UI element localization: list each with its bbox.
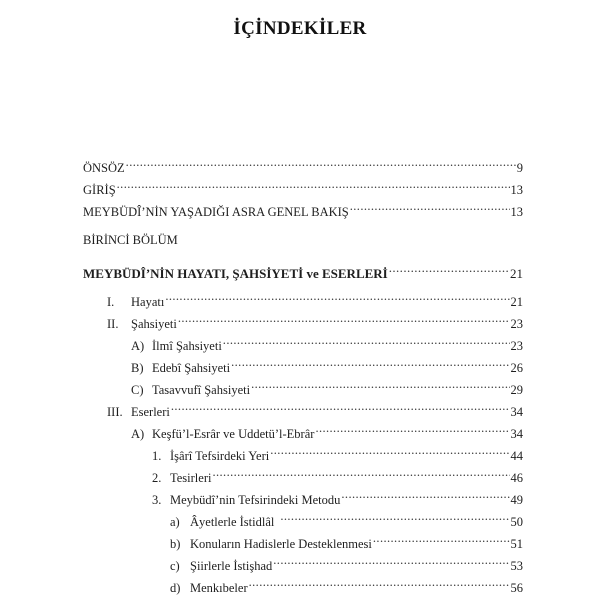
toc-entry-number: d) xyxy=(170,581,181,595)
toc-entry-page: 9 xyxy=(516,161,523,175)
toc-entry[interactable] xyxy=(107,286,523,309)
toc-entry[interactable] xyxy=(107,396,523,419)
toc-entry-number: II. xyxy=(107,317,119,331)
toc-entry-page: 26 xyxy=(510,361,523,375)
toc-entry[interactable] xyxy=(131,352,523,375)
toc-entry-asra-genel-bakis[interactable] xyxy=(83,196,523,219)
leader-dots xyxy=(341,484,509,504)
toc-entry-number: III. xyxy=(107,405,123,419)
leader-dots xyxy=(178,308,510,328)
toc-entry-number: C) xyxy=(131,383,144,397)
toc-entry[interactable] xyxy=(152,462,523,485)
toc-entry-number: a) xyxy=(170,515,180,529)
toc-entry-page: 50 xyxy=(510,515,523,529)
toc-entry[interactable] xyxy=(131,374,523,397)
toc-entry-label: Keşfü’l-Esrâr ve Uddetü’l-Ebrâr xyxy=(152,427,315,441)
toc-entry-page: 44 xyxy=(510,449,523,463)
leader-dots xyxy=(126,152,516,172)
leader-dots xyxy=(171,396,510,416)
toc-entry[interactable] xyxy=(107,308,523,331)
toc-entry-number: B) xyxy=(131,361,144,375)
leader-dots xyxy=(231,352,509,372)
toc-entry-label: MEYBÜDÎ’NİN HAYATI, ŞAHSİYETİ ve ESERLERİ xyxy=(83,266,388,281)
toc-entry-number: 1. xyxy=(152,449,162,463)
toc-entry-label: Konuların Hadislerle Desteklenmesi xyxy=(190,537,372,551)
toc-entry-page: 53 xyxy=(510,559,523,573)
leader-dots xyxy=(212,462,509,482)
toc-entry-label: Şahsiyeti xyxy=(131,317,177,331)
toc-entry-giris[interactable] xyxy=(83,174,523,197)
toc-entry-page: 46 xyxy=(510,471,523,485)
toc-entry-page: 21 xyxy=(510,295,523,309)
toc-entry-number: I. xyxy=(107,295,115,309)
toc-entry-page: 49 xyxy=(510,493,523,507)
toc-entry[interactable] xyxy=(131,330,523,353)
leader-dots xyxy=(117,174,510,194)
leader-dots xyxy=(249,572,510,592)
toc-entry-number: A) xyxy=(131,427,145,441)
toc-entry-label: ÖNSÖZ xyxy=(83,161,125,175)
toc-entry-label: GİRİŞ xyxy=(83,183,116,197)
page-title: İÇİNDEKİLER xyxy=(233,18,367,39)
toc-entry-page: 29 xyxy=(510,383,523,397)
toc-entry-page: 34 xyxy=(510,405,523,419)
toc-entry-label: İlmî Şahsiyeti xyxy=(152,339,222,353)
part-label: BİRİNCİ BÖLÜM xyxy=(83,233,178,247)
toc-entry-page: 23 xyxy=(510,339,523,353)
toc-entry[interactable] xyxy=(152,484,523,507)
toc-entry-number: A) xyxy=(131,339,145,353)
leader-dots xyxy=(373,528,510,548)
toc-entry-label: Eserleri xyxy=(131,405,170,419)
toc-entry-label: Meybüdî’nin Tefsirindeki Metodu xyxy=(170,493,341,507)
leader-dots xyxy=(350,196,510,216)
leader-dots xyxy=(223,330,510,350)
toc-entry-page: 23 xyxy=(510,317,523,331)
toc-chapter-heading[interactable] xyxy=(83,258,523,281)
toc-entry-label: MEYBÜDÎ’NİN YAŞADIĞI ASRA GENEL BAKIŞ xyxy=(83,205,349,219)
toc-entry-page: 13 xyxy=(510,183,523,197)
leader-dots xyxy=(315,418,509,438)
toc-entry-label: Edebî Şahsiyeti xyxy=(152,361,231,375)
toc-entry-number: 2. xyxy=(152,471,162,485)
toc-entry[interactable] xyxy=(170,550,523,573)
leader-dots xyxy=(270,440,509,460)
leader-dots xyxy=(280,506,509,526)
toc-entry-page: 56 xyxy=(510,581,523,595)
toc-entry-page: 21 xyxy=(510,266,523,281)
toc-entry[interactable] xyxy=(170,506,523,529)
leader-dots xyxy=(165,286,509,306)
leader-dots xyxy=(389,258,509,278)
toc-entry-label: İşârî Tefsirdeki Yeri xyxy=(170,449,270,463)
toc-entry-page: 34 xyxy=(510,427,523,441)
toc-entry-label: Tasavvufî Şahsiyeti xyxy=(152,383,251,397)
toc-entry-number: b) xyxy=(170,537,181,551)
toc-entry[interactable] xyxy=(152,440,523,463)
toc-entry-onsoz[interactable] xyxy=(83,152,523,175)
toc-entry-page: 13 xyxy=(510,205,523,219)
toc-entry-label: Tesirleri xyxy=(170,471,212,485)
toc-entry-number: c) xyxy=(170,559,180,573)
toc-entry[interactable] xyxy=(131,418,523,441)
toc-entry-label: Hayatı xyxy=(131,295,165,309)
toc-entry-label: Şiirlerle İstişhad xyxy=(190,559,273,573)
toc-entry-number: 3. xyxy=(152,493,162,507)
toc-entry[interactable] xyxy=(170,528,523,551)
toc-entry[interactable] xyxy=(170,572,523,595)
toc-entry-label: Menkıbeler xyxy=(190,581,248,595)
toc-entry-label: Âyetlerle İstidlâl xyxy=(190,515,275,529)
leader-dots xyxy=(273,550,509,570)
leader-dots xyxy=(251,374,509,394)
toc-entry-page: 51 xyxy=(510,537,523,551)
